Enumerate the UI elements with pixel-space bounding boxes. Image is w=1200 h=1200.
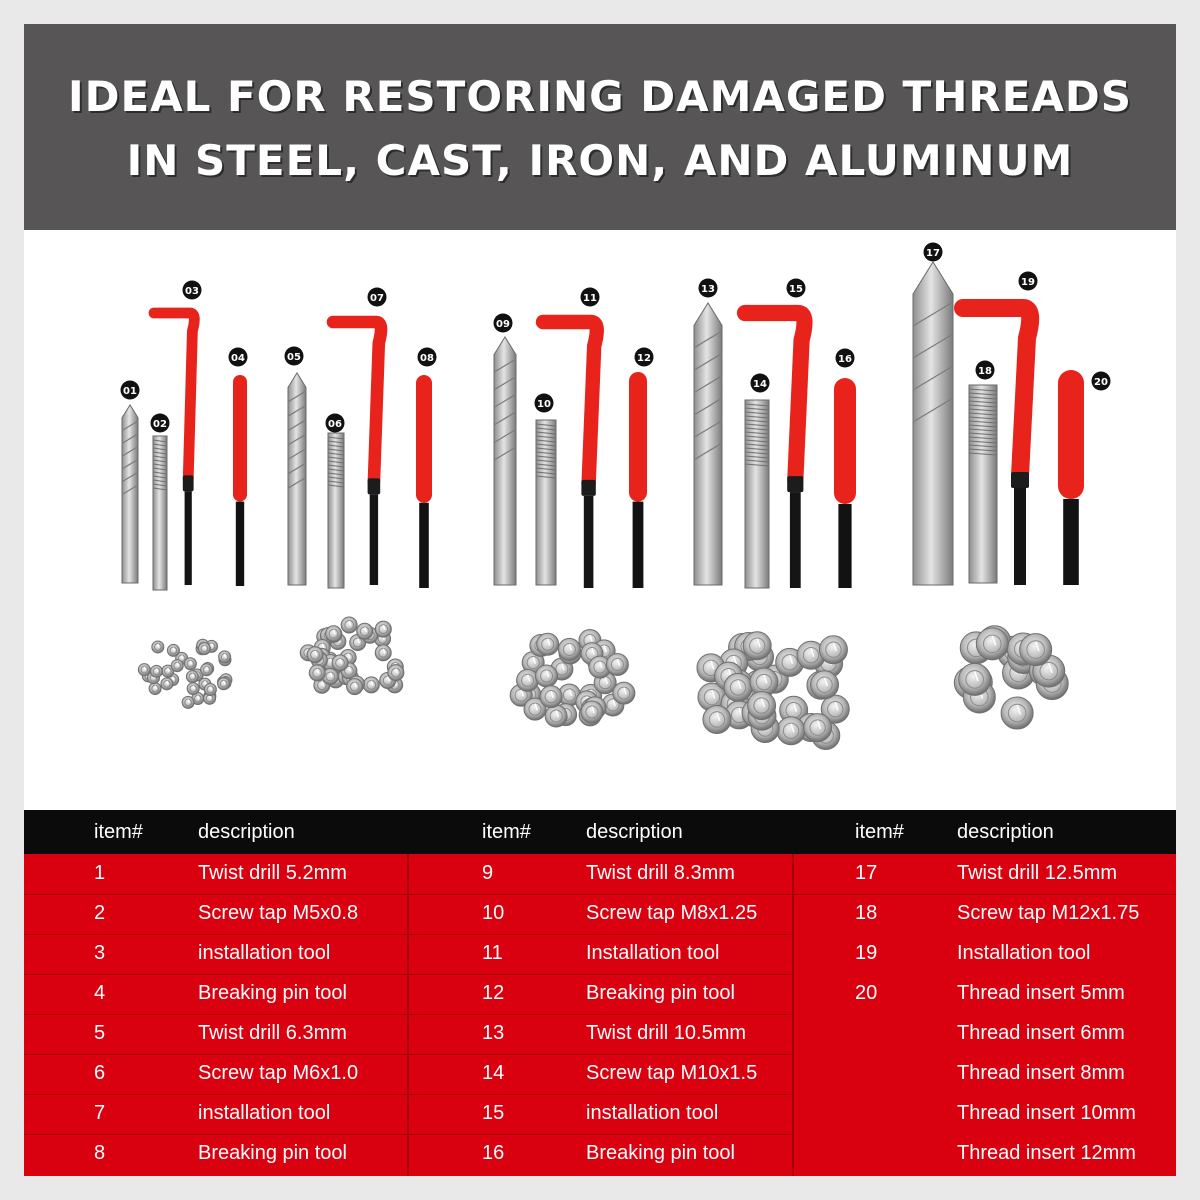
item-number-label <box>151 414 170 433</box>
table-cell-description: Installation tool <box>586 942 720 964</box>
breaking-pin-tool-rod <box>419 503 429 588</box>
installation-tool-collar <box>183 475 194 491</box>
breaking-pin-tool-grip <box>416 375 432 503</box>
table-cell-description: Thread insert 8mm <box>957 1062 1125 1084</box>
headline-line-2: IN STEEL, CAST, IRON, AND ALUMINUM <box>126 136 1074 185</box>
thread-insert-coil <box>540 686 562 708</box>
thread-insert-coil <box>388 665 404 681</box>
svg-text:10: 10 <box>537 399 551 410</box>
thread-insert-coil <box>976 628 1008 660</box>
thread-insert-coil <box>363 677 379 693</box>
item-number-label <box>581 288 600 307</box>
table-cell-description: Screw tap M5x0.8 <box>198 902 359 924</box>
table-cell-description: Twist drill 6.3mm <box>198 1022 347 1044</box>
row-divider <box>24 934 407 935</box>
breaking-pin-tool-rod <box>1063 499 1079 585</box>
row-divider <box>24 1014 407 1015</box>
table-cell-item: 19 <box>855 942 878 964</box>
thread-insert-coil <box>558 638 580 660</box>
svg-text:12: 12 <box>637 353 651 364</box>
thread-insert-coil <box>201 664 213 676</box>
item-number-label <box>699 279 718 298</box>
header-description-2: description <box>586 821 683 843</box>
thread-insert-coil <box>703 705 731 733</box>
svg-text:08: 08 <box>420 353 434 364</box>
thread-insert-coil <box>182 696 194 708</box>
table-cell-item: 16 <box>482 1142 505 1164</box>
thread-insert-coil <box>186 671 198 683</box>
thread-insert-coil <box>219 651 231 663</box>
row-divider <box>24 974 407 975</box>
item-number-label <box>418 348 437 367</box>
thread-insert-coil <box>581 701 603 723</box>
thread-insert-coil <box>375 621 391 637</box>
thread-insert-coil <box>724 673 752 701</box>
table-cell-description: Twist drill 10.5mm <box>586 1022 747 1044</box>
twist-drill <box>494 337 516 585</box>
row-divider <box>24 1134 407 1135</box>
row-divider <box>409 1094 792 1095</box>
svg-text:15: 15 <box>789 284 803 295</box>
svg-text:02: 02 <box>153 419 167 430</box>
table-cell-description: Screw tap M6x1.0 <box>198 1062 359 1084</box>
thread-insert-coil <box>1001 697 1033 729</box>
breaking-pin-tool-grip <box>233 375 247 502</box>
table-cell-description: Breaking pin tool <box>198 1142 347 1164</box>
table-cell-description: Breaking pin tool <box>198 982 347 1004</box>
svg-text:20: 20 <box>1094 377 1108 388</box>
product-photo <box>24 230 1176 810</box>
table-cell-description: Twist drill 8.3mm <box>586 862 735 884</box>
thread-insert-coil <box>606 653 628 675</box>
table-cell-item: 3 <box>94 942 106 964</box>
item-number-label <box>1092 372 1111 391</box>
table-cell-item: 2 <box>94 902 106 924</box>
table-cell-item: 6 <box>94 1062 106 1084</box>
installation-tool-mandrel <box>790 492 801 588</box>
thread-insert-coil <box>150 665 162 677</box>
item-number-label <box>836 349 855 368</box>
item-number-label <box>924 243 943 262</box>
item-number-label <box>121 381 140 400</box>
table-cell-item: 18 <box>855 902 878 924</box>
item-number-label <box>787 279 806 298</box>
svg-text:07: 07 <box>370 293 384 304</box>
headline-line-1: IDEAL FOR RESTORING DAMAGED THREADS <box>67 72 1133 121</box>
headline-banner <box>24 24 1176 230</box>
table-cell-item: 13 <box>482 1022 505 1044</box>
thread-insert-coil <box>326 626 342 642</box>
item-number-label <box>183 281 202 300</box>
table-cell-description: Breaking pin tool <box>586 1142 735 1164</box>
row-divider <box>794 894 1176 895</box>
table-cell-description: Installation tool <box>957 942 1091 964</box>
item-number-label <box>326 414 345 433</box>
row-divider <box>24 1094 407 1095</box>
table-header <box>24 810 1176 854</box>
svg-text:16: 16 <box>838 354 852 365</box>
thread-insert-coil <box>198 643 210 655</box>
svg-text:11: 11 <box>583 293 597 304</box>
product-infographic <box>24 24 1176 1176</box>
svg-text:17: 17 <box>926 248 940 259</box>
table-cell-item: 15 <box>482 1102 505 1124</box>
header-item-2: item# <box>482 821 531 843</box>
table-cell-item: 7 <box>94 1102 106 1124</box>
thread-insert-coil <box>748 692 776 720</box>
thread-insert-coil <box>204 683 216 695</box>
header-item-1: item# <box>94 821 143 843</box>
thread-insert-coil <box>161 678 173 690</box>
installation-tool-collar <box>787 476 803 492</box>
breaking-pin-tool-rod <box>633 502 644 588</box>
breaking-pin-tool-grip <box>1058 370 1084 499</box>
thread-insert-coil <box>819 636 847 664</box>
thread-insert-coil <box>184 658 196 670</box>
table-cell-item: 20 <box>855 982 878 1004</box>
screw-tap <box>153 436 167 590</box>
item-number-label <box>976 361 995 380</box>
breaking-pin-tool-rod <box>236 502 244 586</box>
svg-text:06: 06 <box>328 419 342 430</box>
row-divider <box>409 894 792 895</box>
thread-insert-coil <box>167 644 179 656</box>
table-cell-description: Breaking pin tool <box>586 982 735 1004</box>
installation-tool-collar <box>581 480 595 496</box>
table-cell-description: Thread insert 12mm <box>957 1142 1136 1164</box>
item-number-label <box>285 347 304 366</box>
item-number-label <box>635 348 654 367</box>
tools-illustration <box>24 230 1176 810</box>
breaking-pin-tool-grip <box>834 378 856 504</box>
thread-insert-coil <box>545 705 567 727</box>
table-cell-description: Twist drill 5.2mm <box>198 862 347 884</box>
table-cell-item: 12 <box>482 982 505 1004</box>
column-divider <box>407 854 409 1176</box>
header-description-1: description <box>198 821 295 843</box>
svg-text:13: 13 <box>701 284 715 295</box>
table-cell-description: Thread insert 6mm <box>957 1022 1125 1044</box>
table-cell-description: Screw tap M10x1.5 <box>586 1062 758 1084</box>
installation-tool-mandrel <box>185 491 192 585</box>
table-cell-description: Screw tap M8x1.25 <box>586 902 758 924</box>
svg-text:09: 09 <box>496 319 510 330</box>
row-divider <box>409 1054 792 1055</box>
thread-insert-coil <box>1020 634 1052 666</box>
item-number-label <box>229 348 248 367</box>
item-number-label <box>494 314 513 333</box>
table-cell-description: Thread insert 10mm <box>957 1102 1136 1124</box>
table-cell-item: 8 <box>94 1142 106 1164</box>
row-divider <box>24 1054 407 1055</box>
thread-insert-coil <box>307 647 323 663</box>
thread-insert-coil <box>309 665 325 681</box>
installation-tool-collar <box>368 478 381 494</box>
table-cell-item: 1 <box>94 862 106 884</box>
table-cell-item: 9 <box>482 862 494 884</box>
thread-insert-coil <box>332 655 348 671</box>
table-cell-item: 14 <box>482 1062 505 1084</box>
table-cell-item: 4 <box>94 982 106 1004</box>
table-cell-description: installation tool <box>198 942 331 964</box>
thread-insert-coil <box>347 679 363 695</box>
row-divider <box>24 894 407 895</box>
breaking-pin-tool-rod <box>838 504 851 588</box>
table-cell-description: Twist drill 12.5mm <box>957 862 1118 884</box>
column-divider <box>792 854 794 1176</box>
svg-text:03: 03 <box>185 286 199 297</box>
table-cell-description: installation tool <box>198 1102 331 1124</box>
thread-insert-coil <box>811 671 839 699</box>
thread-insert-coil <box>375 645 391 661</box>
thread-insert-coil <box>149 683 161 695</box>
thread-insert-coil <box>152 641 164 653</box>
row-divider <box>409 934 792 935</box>
table-cell-item: 10 <box>482 902 505 924</box>
table-cell-item: 5 <box>94 1022 106 1044</box>
svg-text:04: 04 <box>231 353 245 364</box>
thread-insert-coil <box>171 660 183 672</box>
item-number-label <box>535 394 554 413</box>
item-number-label <box>751 374 770 393</box>
thread-insert-coil <box>777 717 805 745</box>
thread-insert-coil <box>536 665 558 687</box>
table-cell-description: Thread insert 5mm <box>957 982 1125 1004</box>
breaking-pin-tool-grip <box>629 372 647 502</box>
svg-text:05: 05 <box>287 352 301 363</box>
installation-tool-mandrel <box>1014 488 1026 585</box>
parts-table <box>24 810 1176 1176</box>
thread-insert-coil <box>743 632 771 660</box>
thread-insert-coil <box>218 678 230 690</box>
svg-text:01: 01 <box>123 386 137 397</box>
svg-text:14: 14 <box>753 379 767 390</box>
svg-text:19: 19 <box>1021 277 1035 288</box>
row-divider <box>409 1134 792 1135</box>
row-divider <box>409 974 792 975</box>
installation-tool-mandrel <box>584 496 594 588</box>
screw-tap <box>328 433 344 588</box>
thread-insert-coil <box>959 663 991 695</box>
thread-insert-coil <box>341 617 357 633</box>
svg-text:18: 18 <box>978 366 992 377</box>
header-item-3: item# <box>855 821 904 843</box>
table-cell-item: 17 <box>855 862 878 884</box>
row-divider <box>409 1014 792 1015</box>
thread-insert-coil <box>187 683 199 695</box>
twist-drill <box>122 405 138 583</box>
item-number-label <box>1019 272 1038 291</box>
table-cell-description: Screw tap M12x1.75 <box>957 902 1140 924</box>
header-description-3: description <box>957 821 1054 843</box>
thread-insert-coil <box>517 669 539 691</box>
item-number-label <box>368 288 387 307</box>
installation-tool-mandrel <box>370 494 378 585</box>
thread-insert-coil <box>804 714 832 742</box>
thread-insert-coil <box>613 682 635 704</box>
table-cell-description: installation tool <box>586 1102 719 1124</box>
thread-insert-coil <box>537 633 559 655</box>
installation-tool-collar <box>1011 472 1029 488</box>
table-cell-item: 11 <box>482 942 503 964</box>
twist-drill <box>913 262 953 585</box>
thread-insert-coil <box>357 623 373 639</box>
